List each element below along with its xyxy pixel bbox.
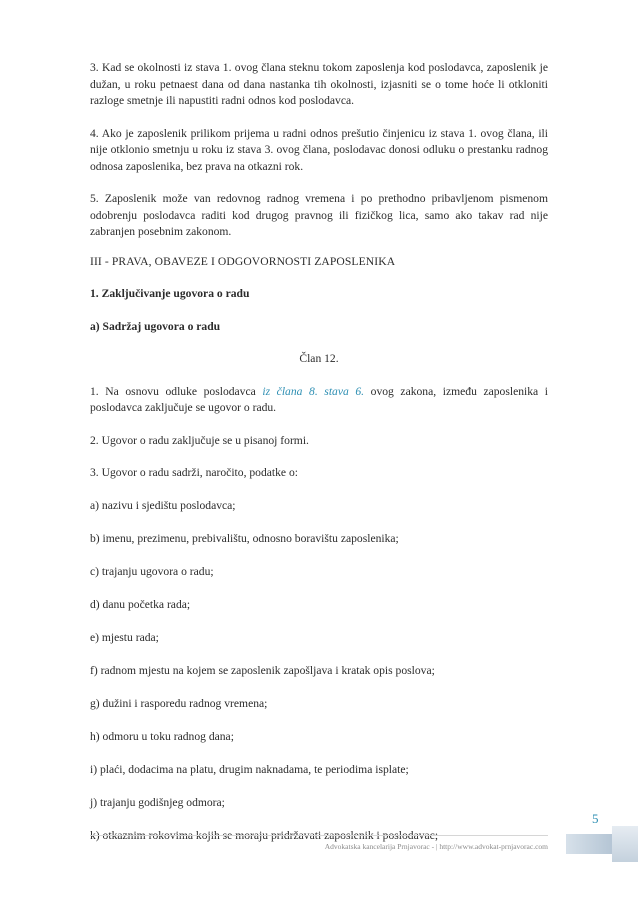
paragraph-3: 3. Kad se okolnosti iz stava 1. ovog člana steknu tokom zaposlenja kod poslodavca, zaposlenik je dužan, u roku petnaest dana od dana nastanka tih okolnosti, izjasniti se o tome hoće li otkloniti razloge smetnje ili napustiti radni odnos kod poslodavca. [90, 61, 548, 107]
article-title: Član 12. [299, 352, 339, 365]
list-item: g) dužini i rasporedu radnog vremena; [90, 696, 268, 710]
list-item: k) otkaznim rokovima kojih se moraju pridržavati zaposlenik i poslodavac; [90, 828, 439, 842]
list-item: j) trajanju godišnjeg odmora; [90, 795, 225, 809]
corner-decoration-accent [612, 826, 638, 862]
footer-divider [90, 835, 548, 836]
subheading-contract-content: a) Sadržaj ugovora o radu [90, 319, 221, 333]
paragraph-4: 4. Ako je zaposlenik prilikom prijema u radni odnos prešutio činjenicu iz stava 1. ovog člana, ili nije otklonio smetnju u roku iz stava 3. ovog člana, poslodavac donosi odluku o prestanku radnog odnosa zaposlenika, bez prava na otkazni rok. [90, 126, 548, 173]
article-paragraph-1 [90, 384, 548, 417]
list-item: b) imenu, prezimenu, prebivalištu, odnosno boravištu zaposlenika; [90, 531, 399, 545]
list-item: e) mjestu rada; [90, 630, 159, 644]
list-item: f) radnom mjestu na kojem se zaposlenik zapošljava i kratak opis poslova; [90, 663, 435, 677]
list-item: c) trajanju ugovora o radu; [90, 564, 214, 578]
list-item: d) danu početka rada; [90, 597, 191, 611]
article-paragraph-1-text-before: 1. Na osnovu odluke poslodavca [90, 384, 263, 398]
list-item: a) nazivu i sjedištu poslodavca; [90, 498, 236, 512]
section-heading: III - PRAVA, OBAVEZE I ODGOVORNOSTI ZAPOSLENIKA [90, 254, 396, 268]
article-paragraph-2: 2. Ugovor o radu zaključuje se u pisanoj formi. [90, 433, 309, 447]
subheading-contract-conclusion: 1. Zaključivanje ugovora o radu [90, 287, 250, 300]
document-body [90, 60, 548, 844]
footer-text: Advokatska kancelarija Prnjavorac - | http://www.advokat-prnjavorac.com [324, 842, 548, 851]
article-paragraph-3: 3. Ugovor o radu sadrži, naročito, podatke o: [90, 466, 298, 479]
article-paragraph-1-text-after: ovog zakona, između zaposlenika i poslodavca zaključuje se ugovor o radu. [90, 384, 548, 414]
page-number: 5 [592, 811, 599, 826]
list-item: h) odmoru u toku radnog dana; [90, 729, 234, 743]
paragraph-5: 5. Zaposlenik može van redovnog radnog vremena i po prethodno pribavljenom pismenom odobrenju poslodavca raditi kod drugog pravnog ili fizičkog lica, samo ako takav rad nije zabranjen posebnim zakonom. [90, 192, 548, 238]
list-item: i) plaći, dodacima na platu, drugim naknadama, te periodima isplate; [90, 762, 409, 776]
article-reference-link[interactable]: iz člana 8. stava 6. [262, 384, 365, 398]
